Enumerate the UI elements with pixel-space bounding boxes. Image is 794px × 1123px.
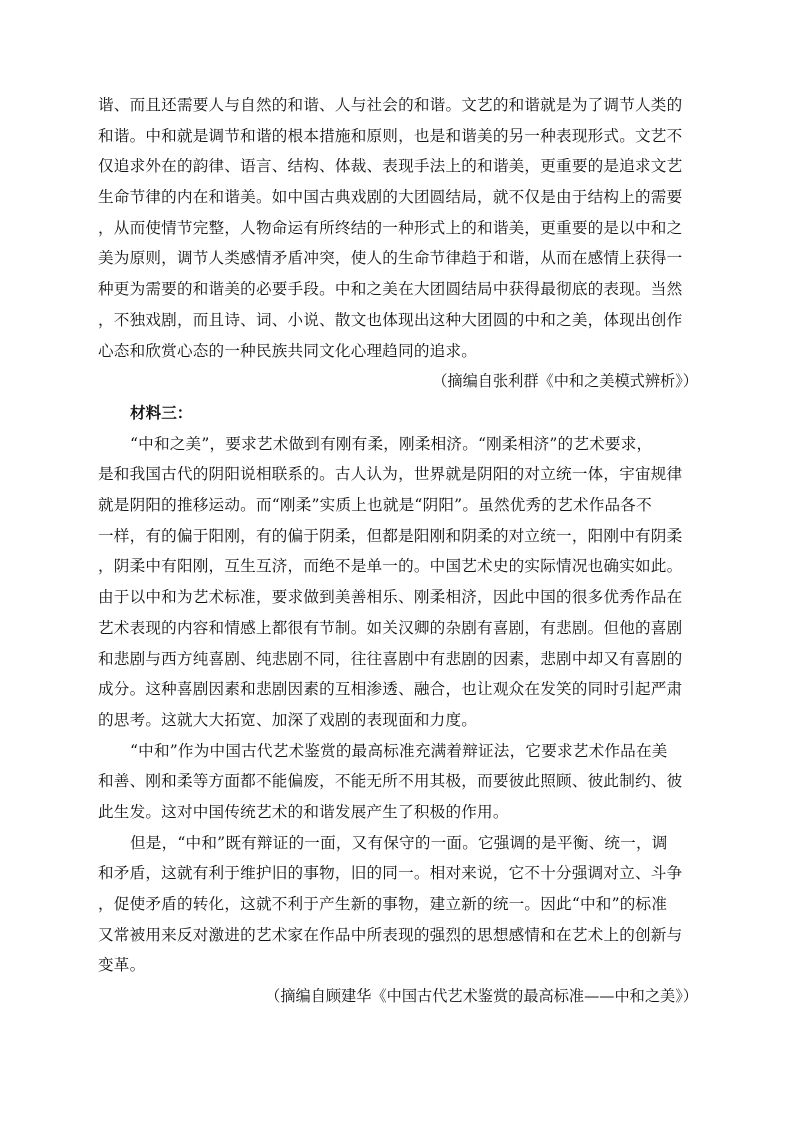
text-line: 一样，有的偏于阳刚，有的偏于阴柔，但都是阳刚和阴柔的对立统一，阳刚中有阴柔 (98, 526, 683, 545)
text-line: 就是阴阳的推移运动。而“刚柔”实质上也就是“阴阳”。虽然优秀的艺术作品各不 (98, 496, 652, 515)
text-line: “中和”作为中国古代艺术鉴赏的最高标准充满着辩证法，它要求艺术作品在美 (130, 741, 668, 760)
text-line: 和谐。中和就是调节和谐的根本措施和原则，也是和谐美的另一种表现形式。文艺不 (98, 126, 683, 145)
source-citation: （摘编自张利群《中和之美模式辨析》） (432, 372, 698, 391)
text-line: 由于以中和为艺术标准，要求做到美善相乐、刚柔相济，因此中国的很多优秀作品在 (98, 588, 683, 607)
text-line: 和矛盾，这就有利于维护旧的事物，旧的同一。相对来说，它不十分强调对立、斗争 (98, 864, 683, 883)
text-line: ，不独戏剧，而且诗、词、小说、散文也体现出这种大团圆的中和之美，体现出创作 (98, 310, 683, 329)
text-line: ，促使矛盾的转化，这就不利于产生新的事物，建立新的统一。因此“中和”的标准 (98, 895, 668, 913)
text-line: 但是，“中和”既有辩证的一面，又有保守的一面。它强调的是平衡、统一，调 (130, 833, 668, 852)
paragraph-1 (98, 429, 698, 736)
text-line: 又常被用来反对激进的艺术家在作品中所表现的强烈的思想感情和在艺术上的创新与 (98, 925, 683, 944)
paragraph-3 (98, 828, 698, 981)
text-line: 谐、而且还需要人与自然的和谐、人与社会的和谐。文艺的和谐就是为了调节人类的 (98, 96, 683, 114)
text-line: 是和我国古代的阴阳说相联系的。古人认为，世界就是阴阳的对立统一体，宇宙规律 (98, 465, 683, 484)
text-line: 种更为需要的和谐美的必要手段。中和之美在大团圆结局中获得最彻底的表现。当然 (98, 280, 683, 299)
text-line: 的思考。这就大大拓宽、加深了戏剧的表现面和力度。 (98, 710, 478, 729)
section-heading: 材料三： (130, 403, 193, 422)
material-three (98, 398, 698, 1012)
text-line: 艺术表现的内容和情感上都很有节制。如关汉卿的杂剧有喜剧，有悲剧。但他的喜剧 (98, 618, 683, 637)
text-line: 成分。这种喜剧因素和悲剧因素的互相渗透、融合，也让观众在发笑的同时引起严肃 (98, 680, 683, 699)
text-line: 此生发。这对中国传统艺术的和谐发展产生了积极的作用。 (98, 802, 509, 821)
text-line: 生命节律的内在和谐美。如中国古典戏剧的大团圆结局，就不仅是由于结构上的需要 (98, 188, 683, 207)
text-line: 心态和欣赏心态的一种民族共同文化心理趋同的追求。 (98, 341, 478, 360)
text-line: ，阴柔中有阳刚，互生互济，而绝不是单一的。中国艺术史的实际情况也确实如此。 (98, 557, 683, 576)
text-line: ，从而使情节完整，人物命运有所终结的一种形式上的和谐美，更重要的是以中和之 (98, 218, 683, 237)
text-line: 和善、刚和柔等方面都不能偏废，不能无所不用其极，而要彼此照顾、彼此制约、彼 (98, 772, 683, 791)
paragraph-2 (98, 736, 698, 828)
material-two-continuation (98, 90, 698, 397)
text-line: “中和之美”，要求艺术做到有刚有柔，刚柔相济。“刚柔相济”的艺术要求， (130, 434, 653, 453)
text-line: 变革。 (98, 956, 146, 975)
text-line: 仅追求外在的韵律、语言、结构、体裁、表现手法上的和谐美，更重要的是追求文艺 (98, 157, 683, 176)
text-line: 美为原则，调节人类感情矛盾冲突，使人的生命节律趋于和谐，从而在感情上获得一 (98, 249, 683, 268)
source-citation: （摘编自顾建华《中国古代艺术鉴赏的最高标准——中和之美》） (265, 987, 698, 1006)
text-line: 和悲剧与西方纯喜剧、纯悲剧不同，往往喜剧中有悲剧的因素，悲剧中却又有喜剧的 (98, 649, 683, 668)
